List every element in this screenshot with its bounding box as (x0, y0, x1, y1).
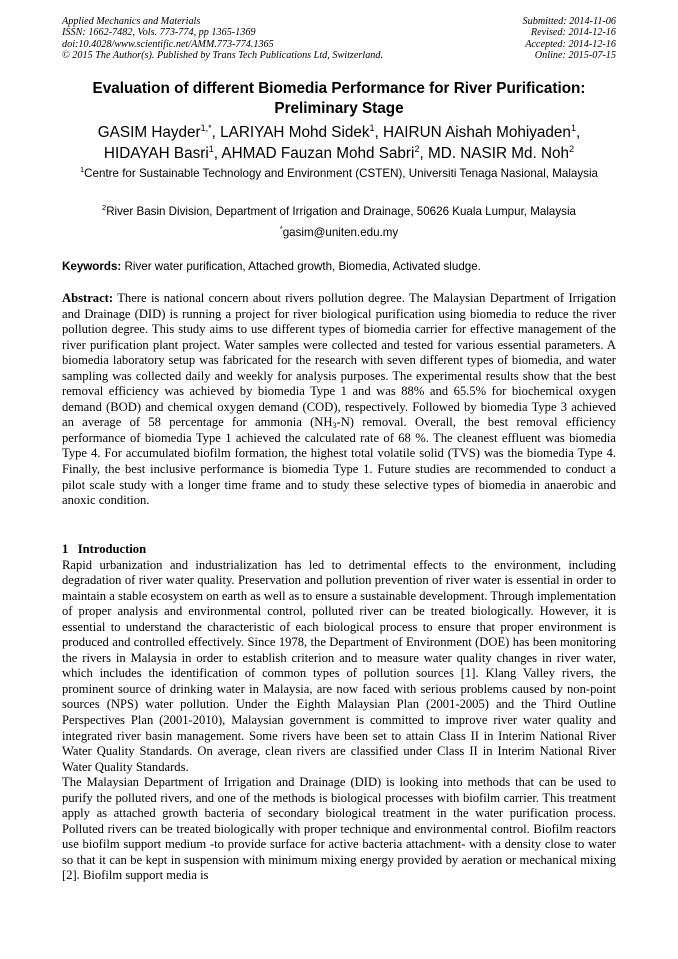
header-row (62, 50, 616, 61)
title-line: Evaluation of different Biomedia Performance for River Purification: (92, 80, 586, 97)
author-mark: 1 (570, 122, 576, 133)
revised-date: Revised: 2014-12-16 (530, 27, 616, 39)
abstract-text: -N) removal. Overall, the best removal efficiency performance of biomedia Type 1 achieved the calculated rate of 68 %. The cleanest effluent was biomedia Type 4. For accumulated biofilm formation, the highest total volatile solid (TVS) was the biomedia Type 4. Finally, the best inclusive performance is biomedia Type 1. Future studies are recommended to conduct a pilot scale study with a longer time frame and to study these selective types of biomedia in anaerobic and anoxic condition. (62, 415, 616, 508)
online-date: Online: 2015-07-15 (534, 50, 616, 62)
email-mark: * (279, 224, 283, 234)
header-row (62, 27, 616, 38)
subscript: 3 (332, 421, 337, 431)
email-address[interactable]: gasim@uniten.edu.my (282, 226, 399, 239)
keywords-text: River water purification, Attached growth, Biomedia, Activated sludge. (124, 260, 481, 273)
header-row (62, 39, 616, 50)
author-mark: 2 (569, 143, 575, 154)
author-mark: 1 (208, 143, 214, 154)
affiliation-1 (62, 165, 616, 182)
affiliation-text: River Basin Division, Department of Irrigation and Drainage, 50626 Kuala Lumpur, Malaysia (106, 205, 576, 218)
abstract (62, 291, 616, 509)
author-name: , MD. NASIR Md. Noh (419, 144, 570, 162)
body-paragraph: The Malaysian Department of Irrigation and Drainage (DID) is looking into methods that can be used to purify the polluted rivers, and one of the methods is biological processes with biofilm carrier. This treatment apply as attached growth bacteria of secondary biological treatment in the water purification process. Polluted rivers can be treated biologically with proper technique and environmental control. Biofilm reactors use biofilm support medium -to provide surface for active bacteria attachment- with a density close to water so that it can be kept in suspension with minimum mixing energy provided by aeration or mechanical mixing [2]. Biofilm support media is (62, 775, 616, 883)
affiliation-text: Centre for Sustainable Technology and Environment (CSTEN), Universiti Tenaga Nasional, Malaysia (84, 167, 598, 180)
author-name: , AHMAD Fauzan Mohd Sabri (213, 144, 415, 162)
keywords-label: Keywords: (62, 260, 122, 273)
affiliation-mark: 1 (80, 165, 85, 175)
author-mark: 1,* (200, 122, 212, 133)
author-name: GASIM Hayder (97, 124, 201, 141)
author-name: , HAIRUN Aishah Mohiyaden (374, 124, 571, 141)
body-paragraph: Rapid urbanization and industrialization has led to detrimental effects to the environment, including degradation of river water quality. Preservation and pollution prevention of river water is essential in order to maintain a stable ecosystem on earth as well as to ensure a sustainable development. Through implementation of proper analysis and environmental control, polluted river can be treated biologically. However, it is essential to understand the characteristic of each biological process to ensure that proper environment is produced and controlled effectively. Since 1978, the Department of Environment (DOE) has been monitoring the rivers in Malaysia in order to establish criterion and to measure water quality changes in river water, which includes the identification of common types of pollution sources [1]. Klang Valley rivers, the prominent source of drinking water in Malaysia, are now faced with serious problems caused by non-point sources (NPS) water pollution. Under the Eighth Malaysian Plan (2001-2005) and the Third Outline Perspectives Plan (2001-2010), Malaysian government is committed to improve river water quality and integrated river basin management. Some rivers have been set to attain Class II in Interim National River Water Quality Standards. On average, clean rivers are classified under Class II in Interim National River Water Quality Standards. (62, 557, 616, 774)
paper-title (62, 79, 616, 119)
author-separator: , (575, 124, 581, 141)
title-line: Preliminary Stage (274, 100, 404, 117)
author-name: HIDAYAH Basri (103, 144, 209, 162)
abstract-text: There is national concern about rivers pollution degree. The Malaysian Department of Irrigation and Drainage (DID) is running a project for river biological purification using biomedia to reduce the river pollution degree. This study aims to use different types of biomedia carrier for effective management of the river purification plant project. Water samples were collected and tested for various essential parameters. A biomedia laboratory setup was fabricated for the research with seven different types of biomedia, and water sampling was collected daily and weekly for analysis purposes. The experimental results show that the best removal efficiency was achieved by biomedia Type 1 and was 88% and 65.5% for biochemical oxygen demand (BOD) and chemical oxygen demand (COD), respectively. Followed by biomedia Type 3 achieved an average of 58 percentage for ammonia (NH (62, 291, 617, 430)
author-list (62, 123, 616, 164)
author-name: , LARIYAH Mohd Sidek (211, 124, 370, 141)
journal-header (62, 16, 616, 62)
author-mark: 2 (414, 143, 420, 154)
copyright: © 2015 The Author(s). Published by Trans Tech Publications Ltd, Switzerland. (62, 50, 384, 62)
abstract-label: Abstract: (62, 291, 114, 305)
header-row (62, 16, 616, 27)
abstract-paragraph (62, 291, 616, 509)
affiliation-2 (62, 203, 616, 220)
journal-name: Applied Mechanics and Materials (62, 16, 201, 27)
author-line (62, 123, 616, 144)
submitted-date: Submitted: 2014-11-06 (522, 16, 616, 27)
corresponding-email (62, 224, 616, 241)
author-line (62, 144, 616, 165)
introduction-section (62, 542, 616, 884)
keywords (62, 259, 616, 275)
accepted-date: Accepted: 2014-12-16 (525, 38, 616, 50)
doi: doi:10.4028/www.scientific.net/AMM.773-774.1365 (62, 38, 274, 50)
author-mark: 1 (369, 122, 375, 133)
issn: ISSN: 1662-7482, Vols. 773-774, pp 1365-1369 (62, 27, 256, 39)
affiliation-mark: 2 (102, 203, 107, 213)
section-heading: 1 Introduction (62, 542, 147, 556)
